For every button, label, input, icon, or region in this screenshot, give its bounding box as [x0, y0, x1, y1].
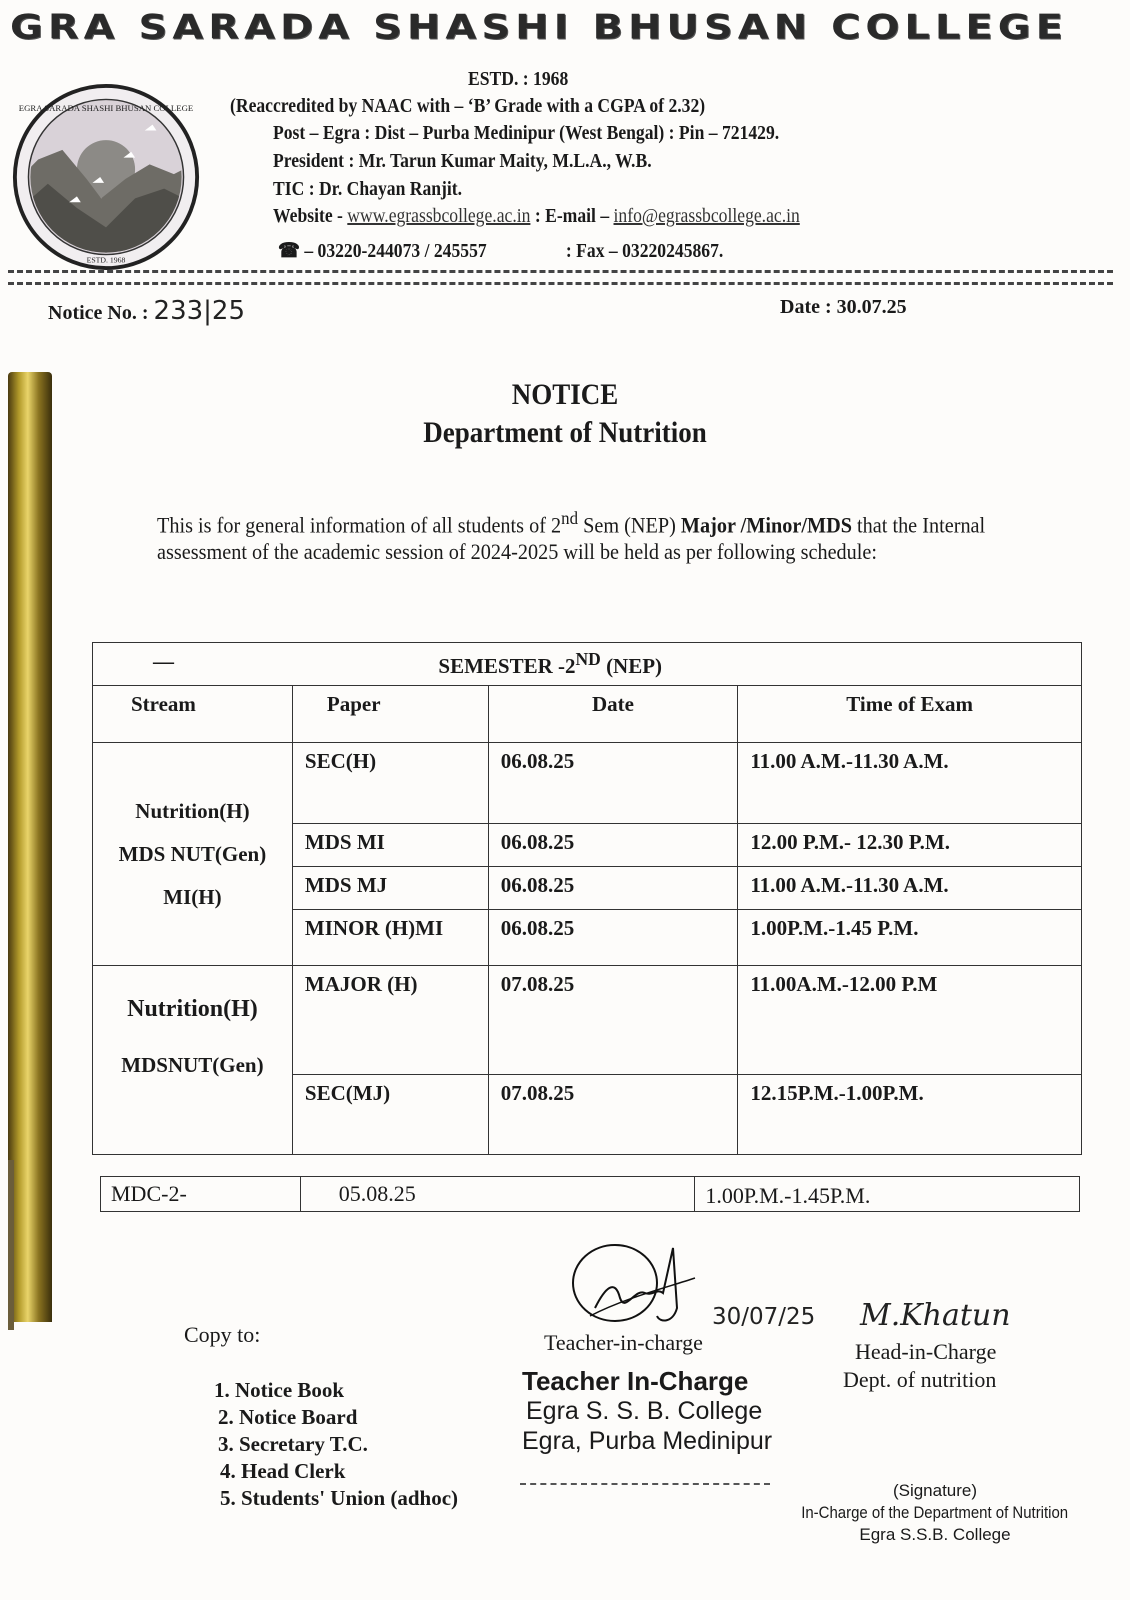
- paper-cell: MAJOR (H): [292, 966, 488, 1075]
- date-cell: 05.08.25: [300, 1177, 695, 1212]
- contact-web-line: [273, 205, 800, 228]
- time-cell: 1.00P.M.-1.45 P.M.: [738, 910, 1082, 966]
- date-cell: 06.08.25: [488, 910, 738, 966]
- tic-label: Teacher-in-charge: [544, 1330, 703, 1355]
- paper-cell: SEC(MJ): [292, 1075, 488, 1155]
- header-stream: Stream: [93, 686, 293, 743]
- tic-stamp: [522, 1366, 772, 1456]
- intro-text-1: This is for general information of all students of 2: [157, 512, 562, 538]
- tic-line: TIC : Dr. Chayan Ranjit.: [273, 178, 463, 200]
- date-cell: 07.08.25: [488, 966, 738, 1075]
- caption-suffix: (NEP): [600, 654, 663, 678]
- president-line: President : Mr. Tarun Kumar Maity, M.L.A., W.B.: [273, 150, 652, 172]
- time-cell: 11.00 A.M.-11.30 A.M.: [738, 867, 1082, 910]
- department-title: Department of Nutrition: [423, 416, 707, 449]
- signature-block: [765, 1480, 1105, 1546]
- website-link[interactable]: www.egrassbcollege.ac.in: [347, 205, 531, 227]
- list-item: 4. Head Clerk: [220, 1459, 346, 1483]
- stream-label: MDS NUT(Gen): [118, 841, 267, 866]
- established-year: ESTD. : 1968: [468, 68, 569, 90]
- notice-number: [48, 296, 245, 326]
- stream-label: Nutrition(H): [135, 798, 250, 823]
- time-cell: 11.00A.M.-12.00 P.M: [738, 966, 1082, 1075]
- tic-signature-date: 30/07/25: [712, 1304, 816, 1330]
- hod-label: [843, 1338, 997, 1394]
- stream-group-2: [93, 966, 293, 1155]
- contact-phone-line: [278, 238, 723, 263]
- signature-role: In-Charge of the Department of Nutrition: [801, 1503, 1069, 1522]
- notice-date: Date : 30.07.25: [780, 296, 907, 318]
- accreditation-line: (Reaccredited by NAAC with – ‘B’ Grade with a CGPA of 2.32): [230, 95, 706, 117]
- date-cell: 06.08.25: [488, 743, 738, 824]
- paper-cell: MDS MJ: [292, 867, 488, 910]
- paper-cell: MDS MI: [292, 824, 488, 867]
- intro-text-3: that the Internal assessment of the academic session of 2024-2025 will be held as per following schedule:: [157, 512, 986, 565]
- stream-group-1: [93, 743, 293, 966]
- table-header-row: [93, 686, 1082, 743]
- stamp-line: Egra, Purba Medinipur: [522, 1427, 773, 1455]
- copy-to-label: Copy to:: [184, 1322, 261, 1347]
- intro-text-2: Sem (NEP): [578, 512, 681, 538]
- paper-cell: SEC(H): [292, 743, 488, 824]
- semester-caption: [292, 643, 1081, 686]
- header-time: Time of Exam: [738, 686, 1082, 743]
- binder-clip: [8, 372, 52, 1322]
- svg-text:EGRA SARADA SHASHI BHUSAN COLL: EGRA SARADA SHASHI BHUSAN COLLEGE: [18, 103, 194, 114]
- header-date: Date: [488, 686, 738, 743]
- paper-cell: MDC-2-: [101, 1177, 301, 1212]
- phone-number: – 03220-244073 / 245557: [299, 240, 487, 262]
- intro-paragraph: [157, 505, 1013, 565]
- email-link[interactable]: info@egrassbcollege.ac.in: [613, 205, 800, 227]
- stream-label: MI(H): [163, 884, 222, 909]
- tic-signature-icon: [545, 1238, 735, 1333]
- hod-department: Dept. of nutrition: [843, 1367, 997, 1392]
- svg-text:ESTD. 1968: ESTD. 1968: [86, 255, 126, 265]
- time-cell: 12.00 P.M.- 12.30 P.M.: [738, 824, 1082, 867]
- college-name: GRA SARADA SHASHI BHUSAN COLLEGE: [10, 8, 1068, 48]
- binder-clip-tail: [8, 1160, 14, 1330]
- table-row: [101, 1177, 1080, 1212]
- intro-superscript: nd: [561, 508, 579, 528]
- date-cell: 07.08.25: [488, 1075, 738, 1155]
- table-row: [93, 743, 1082, 824]
- time-cell: 11.00 A.M.-11.30 A.M.: [738, 743, 1082, 824]
- caption-dash: —: [93, 643, 293, 686]
- stream-label: MDSNUT(Gen): [121, 1053, 264, 1077]
- copy-to-list: [214, 1377, 458, 1512]
- header-paper: Paper: [292, 686, 488, 743]
- time-cell: 12.15P.M.-1.00P.M.: [738, 1075, 1082, 1155]
- hod-signature: M.Khatun: [860, 1298, 1011, 1333]
- time-cell: 1.00P.M.-1.45P.M.: [695, 1177, 1080, 1212]
- address-line: Post – Egra : Dist – Purba Medinipur (West Bengal) : Pin – 721429.: [273, 122, 780, 144]
- email-label: : E-mail –: [530, 205, 614, 227]
- list-item: 5. Students' Union (adhoc): [220, 1486, 459, 1510]
- caption-text: SEMESTER -2: [438, 654, 576, 678]
- letterhead-divider: [8, 270, 1113, 285]
- signature-college: Egra S.S.B. College: [859, 1525, 1011, 1544]
- website-label: Website -: [273, 205, 348, 227]
- mdc-schedule-table: [100, 1176, 1080, 1212]
- list-item: 3. Secretary T.C.: [218, 1432, 368, 1456]
- stamp-line: Teacher In-Charge: [522, 1366, 749, 1396]
- date-cell: 06.08.25: [488, 867, 738, 910]
- fax-number: : Fax – 03220245867.: [565, 240, 724, 262]
- date-cell: 06.08.25: [488, 824, 738, 867]
- stamp-line: Egra S. S. B. College: [526, 1397, 763, 1425]
- caption-superscript: ND: [575, 649, 601, 669]
- notice-number-value: 233|25: [153, 296, 246, 326]
- telephone-icon: ☎: [278, 240, 300, 262]
- notice-number-label: Notice No. :: [48, 302, 154, 324]
- college-emblem-icon: [8, 82, 204, 272]
- exam-schedule-table: [92, 642, 1082, 1155]
- table-row: [93, 966, 1082, 1075]
- stream-label: Nutrition(H): [127, 996, 258, 1022]
- paper-cell: MINOR (H)MI: [292, 910, 488, 966]
- list-item: 1. Notice Book: [214, 1378, 345, 1402]
- table-caption-row: [93, 643, 1082, 686]
- notice-title: NOTICE: [511, 378, 619, 411]
- signature-caption: (Signature): [892, 1481, 978, 1500]
- stamp-underline: [520, 1483, 770, 1485]
- intro-bold: Major /Minor/MDS: [680, 512, 852, 538]
- hod-title: Head-in-Charge: [855, 1339, 997, 1364]
- list-item: 2. Notice Board: [218, 1405, 358, 1429]
